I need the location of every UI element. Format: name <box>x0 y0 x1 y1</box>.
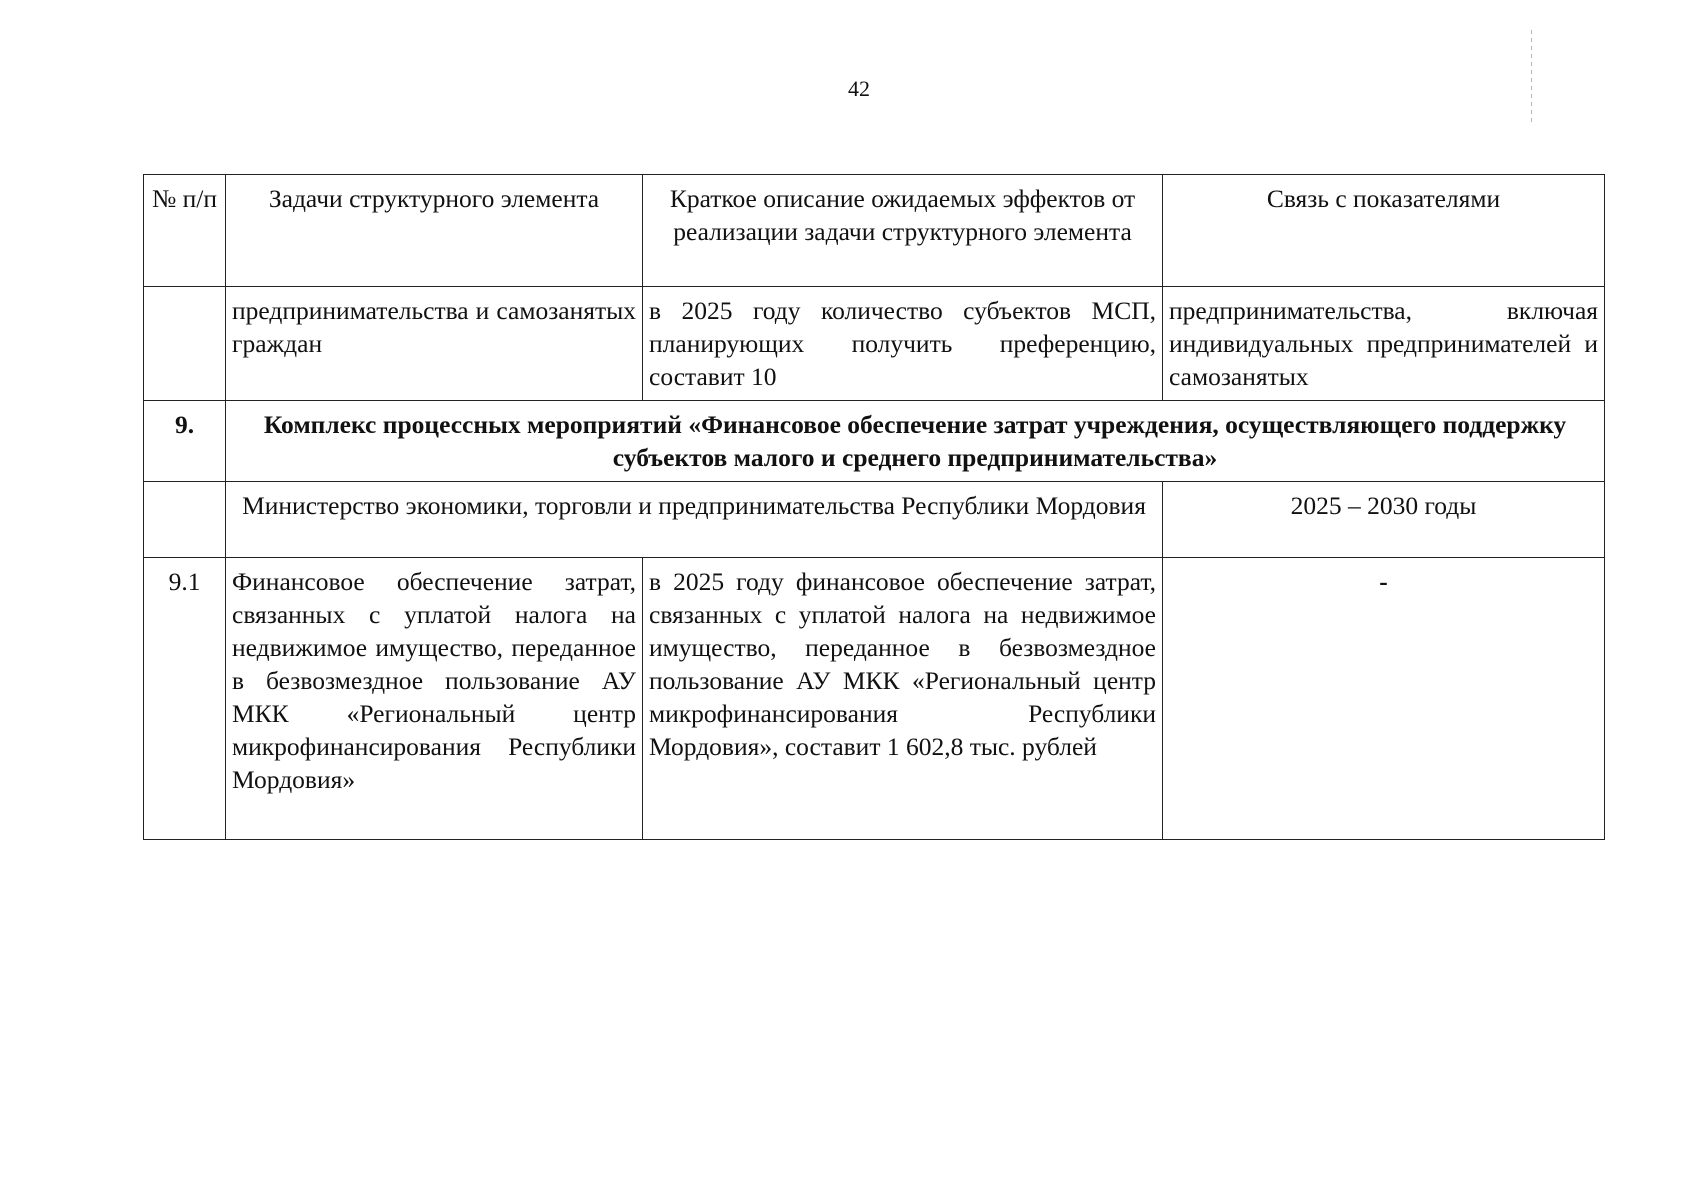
margin-marks <box>1531 30 1533 122</box>
table-header-row <box>144 175 1605 287</box>
item-task: Финансовое обеспечение затрат, связанных с уплатой налога на недвижимое имущество, переданное в безвозмездное пользование АУ МКК «Региональный центр микрофинансирования Республики Мордовия» <box>226 558 643 840</box>
responsible-body: Министерство экономики, торговли и предпринимательства Республики Мордовия <box>226 482 1163 558</box>
cell-task: предпринимательства и самозанятых граждан <box>226 287 643 401</box>
cell-link: предпринимательства, включая индивидуальных предпринимателей и самозанятых <box>1163 287 1605 401</box>
header-link: Связь с показателями <box>1163 175 1605 287</box>
section-row <box>144 401 1605 482</box>
header-tasks: Задачи структурного элемента <box>226 175 643 287</box>
period: 2025 – 2030 годы <box>1163 482 1605 558</box>
table-row <box>144 558 1605 840</box>
section-num: 9. <box>144 401 226 482</box>
item-effect: в 2025 году финансовое обеспечение затрат, связанных с уплатой налога на недвижимое имущество, переданное в безвозмездное пользование АУ МКК «Региональный центр микрофинансирования Республики Мордовия», составит 1 602,8 тыс. рублей <box>643 558 1163 840</box>
table-row <box>144 287 1605 401</box>
page-number: 42 <box>848 76 870 101</box>
cell-effect: в 2025 году количество субъектов МСП, планирующих получить преференцию, составит 10 <box>643 287 1163 401</box>
item-link: - <box>1163 558 1605 840</box>
header-num: № п/п <box>144 175 226 287</box>
item-num: 9.1 <box>144 558 226 840</box>
responsible-row <box>144 482 1605 558</box>
measures-table <box>143 174 1605 840</box>
responsible-num <box>144 482 226 558</box>
cell-num <box>144 287 226 401</box>
header-effects: Краткое описание ожидаемых эффектов от реализации задачи структурного элемента <box>643 175 1163 287</box>
section-title: Комплекс процессных мероприятий «Финансовое обеспечение затрат учреждения, осуществляющего поддержку субъектов малого и среднего предпринимательства» <box>226 401 1605 482</box>
